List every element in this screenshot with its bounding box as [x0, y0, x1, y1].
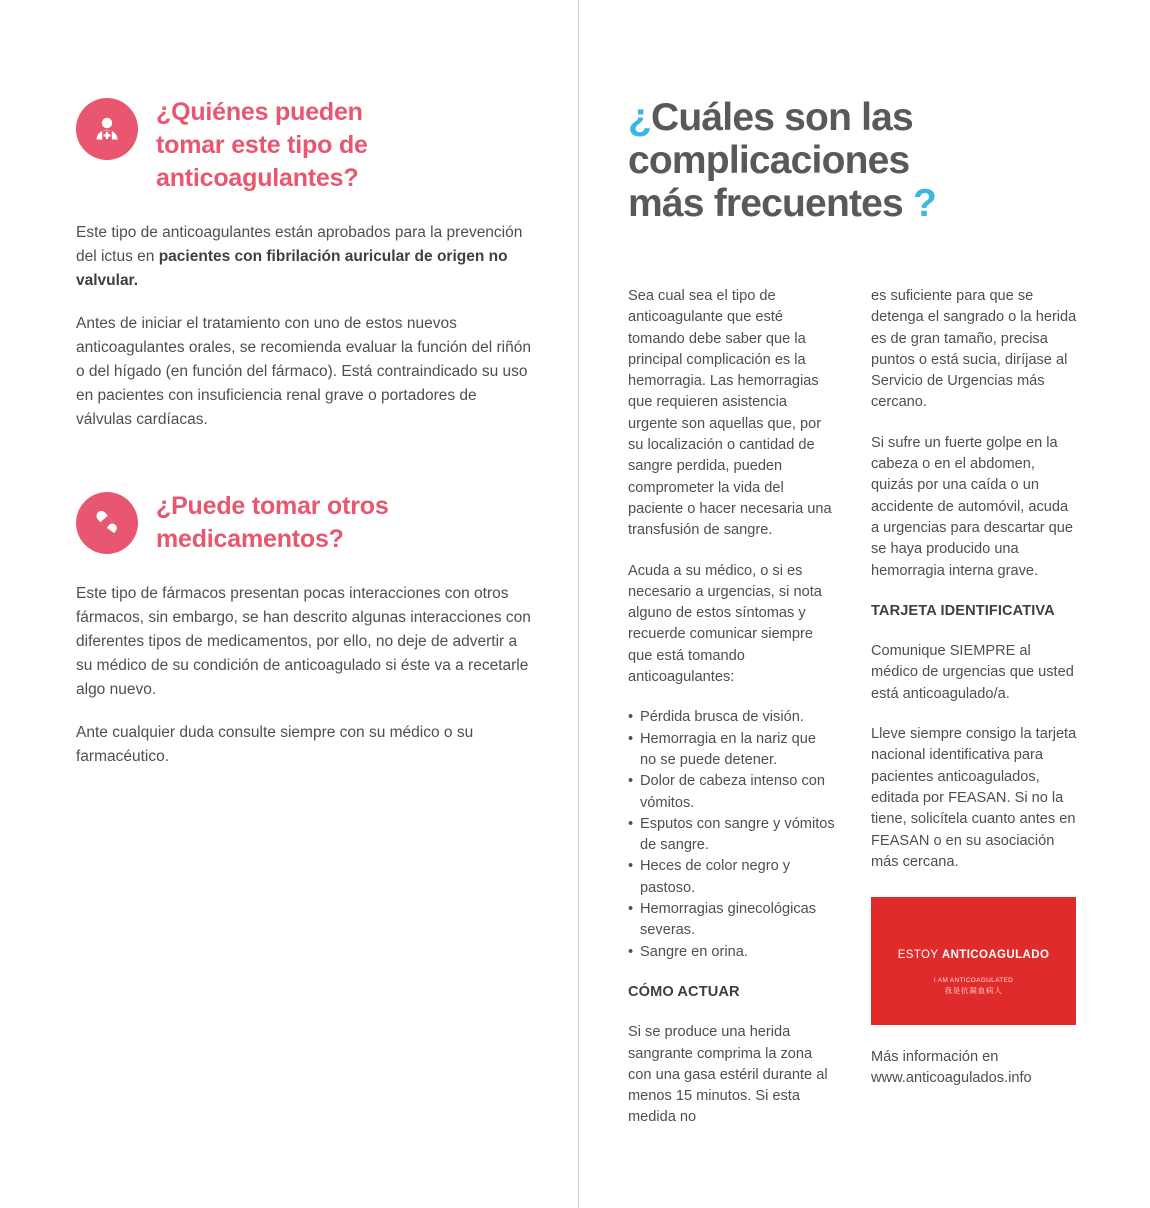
title-line-2: tomar este tipo de: [156, 131, 368, 159]
title-line-3: anticoagulantes?: [156, 164, 359, 192]
paragraph-emphasis: pacientes con fibrilación auricular de origen no valvular.: [76, 248, 508, 289]
card-subtitle-en: I AM ANTICOAGULATED: [933, 977, 1014, 985]
column-divider: [578, 0, 579, 1208]
paragraph-herida: Si se produce una herida sangrante comprima la zona con una gasa estéril durante al menos 15 minutos. Si esta medida no: [628, 1024, 828, 1126]
title-line-3: [628, 182, 1078, 225]
text-column-2: [871, 286, 1078, 1129]
list-item: • Esputos con sangre y vómitos de sangre.: [628, 814, 835, 857]
paragraph-feasan: Lleve siempre consigo la tarjeta nacional identificativa para pacientes anticoagulados, editada por FEASAN. Si no la tiene, solicítela cuanto antes en FEASAN o en su asociación más cercana.: [871, 726, 1077, 870]
paragraph-tratamiento: Antes de iniciar el tratamiento con uno de estos nuevos anticoagulantes orales, se recomienda evaluar la función del riñón o del hígado (en función del fármaco). Está contraindicado su uso en pacientes con insuficiencia renal grave o portadores de válvulas cardíacas.: [76, 315, 531, 428]
more-info-label: Más información en: [871, 1049, 999, 1066]
text-column-1: [628, 286, 835, 1129]
title-line-2: medicamentos?: [156, 525, 344, 553]
title-line-1: ¿Puede tomar otros: [156, 492, 389, 520]
paragraph-comunique: Comunique SIEMPRE al médico de urgencias que usted está anticoagulado/a.: [871, 643, 1074, 702]
text-columns: [628, 286, 1078, 1129]
paragraph-golpe: Si sufre un fuerte golpe en la cabeza o en el abdomen, quizás por una caída o un accidente de automóvil, acuda a urgencias para descartar que se haya producido una hemorragia interna grave.: [871, 434, 1074, 579]
more-info-block: [871, 1047, 1078, 1090]
title-line-1: ¿Quiénes pueden: [156, 98, 363, 126]
list-item: • Sangre en orina.: [628, 942, 835, 963]
section-title-quienes: [156, 96, 368, 195]
pills-medication-icon: [76, 492, 138, 554]
paragraph-aprobados: [76, 221, 536, 293]
card-title-bold: ANTICOAGULADO: [941, 949, 1050, 962]
paragraph-hemorragia: Sea cual sea el tipo de anticoagulante que esté tomando debe saber que la principal complicación es la hemorragia. Las hemorragias que requieren asistencia urgente son aquellas que, por su localización o cantidad de sangre perdida, pueden comprometer la vida del paciente o hacer necesaria una transfusión de sangre.: [628, 288, 832, 539]
paragraph-acuda: Acuda a su médico, o si es necesario a urgencias, si nota alguno de estos síntomas y recuerde comunicar siempre que está tomando anticoagulantes:: [628, 562, 822, 686]
subheading-tarjeta: TARJETA IDENTIFICATIVA: [871, 602, 1055, 619]
question-mark-close: ?: [913, 182, 937, 225]
section-body-medicamentos: [76, 582, 536, 769]
paragraph-interacciones: Este tipo de fármacos presentan pocas interacciones con otros fármacos, sin embargo, se han descrito algunas interacciones con diferentes tipos de medicamentos, por ello, no deje de advertir a su médico de su condición de anticoagulado si éste va a recetarle algo nuevo.: [76, 585, 531, 698]
list-item: • Hemorragia en la nariz que no se puede detener.: [628, 729, 835, 772]
symptom-list: [628, 707, 835, 963]
card-title: [871, 945, 1076, 966]
card-subtitle-zh: 我是抗凝血病人: [944, 986, 1003, 996]
list-item: • Pérdida brusca de visión.: [628, 707, 835, 728]
more-info-url[interactable]: www.anticoagulados.info: [871, 1070, 1032, 1087]
section-medicamentos: [76, 490, 536, 769]
card-title-prefix: ESTOY: [897, 949, 942, 962]
page-title: [628, 96, 1078, 225]
list-item: • Dolor de cabeza intenso con vómitos.: [628, 771, 835, 814]
title-line-1: [628, 96, 1078, 139]
list-item: • Hemorragias ginecológicas severas.: [628, 899, 835, 942]
title-line-2: complicaciones: [628, 139, 910, 182]
question-mark-open: ¿: [628, 96, 652, 139]
paragraph-urgencias: es suficiente para que se detenga el sangrado o la herida es de gran tamaño, precisa puntos o está sucia, diríjase al Servicio de Urgencias más cercano.: [871, 288, 1077, 411]
title-text-3: más frecuentes: [628, 182, 903, 225]
section-header-medicamentos: [76, 490, 536, 556]
title-text-1: Cuáles son las: [651, 96, 913, 139]
paragraph-consulte: Ante cualquier duda consulte siempre con su médico o su farmacéutico.: [76, 724, 474, 765]
section-header-quienes: [76, 96, 536, 195]
right-column: [628, 96, 1078, 1126]
section-body-quienes: [76, 221, 536, 432]
list-item: • Heces de color negro y pastoso.: [628, 856, 835, 899]
identification-card-image: [871, 897, 1076, 1025]
left-column: [76, 96, 536, 769]
subheading-como-actuar: CÓMO ACTUAR: [628, 983, 740, 1000]
paragraph-text: Este tipo de anticoagulantes están aprobados para la prevención del ictus en: [76, 224, 523, 265]
section-title-medicamentos: [156, 490, 389, 556]
person-patient-icon: [76, 98, 138, 160]
